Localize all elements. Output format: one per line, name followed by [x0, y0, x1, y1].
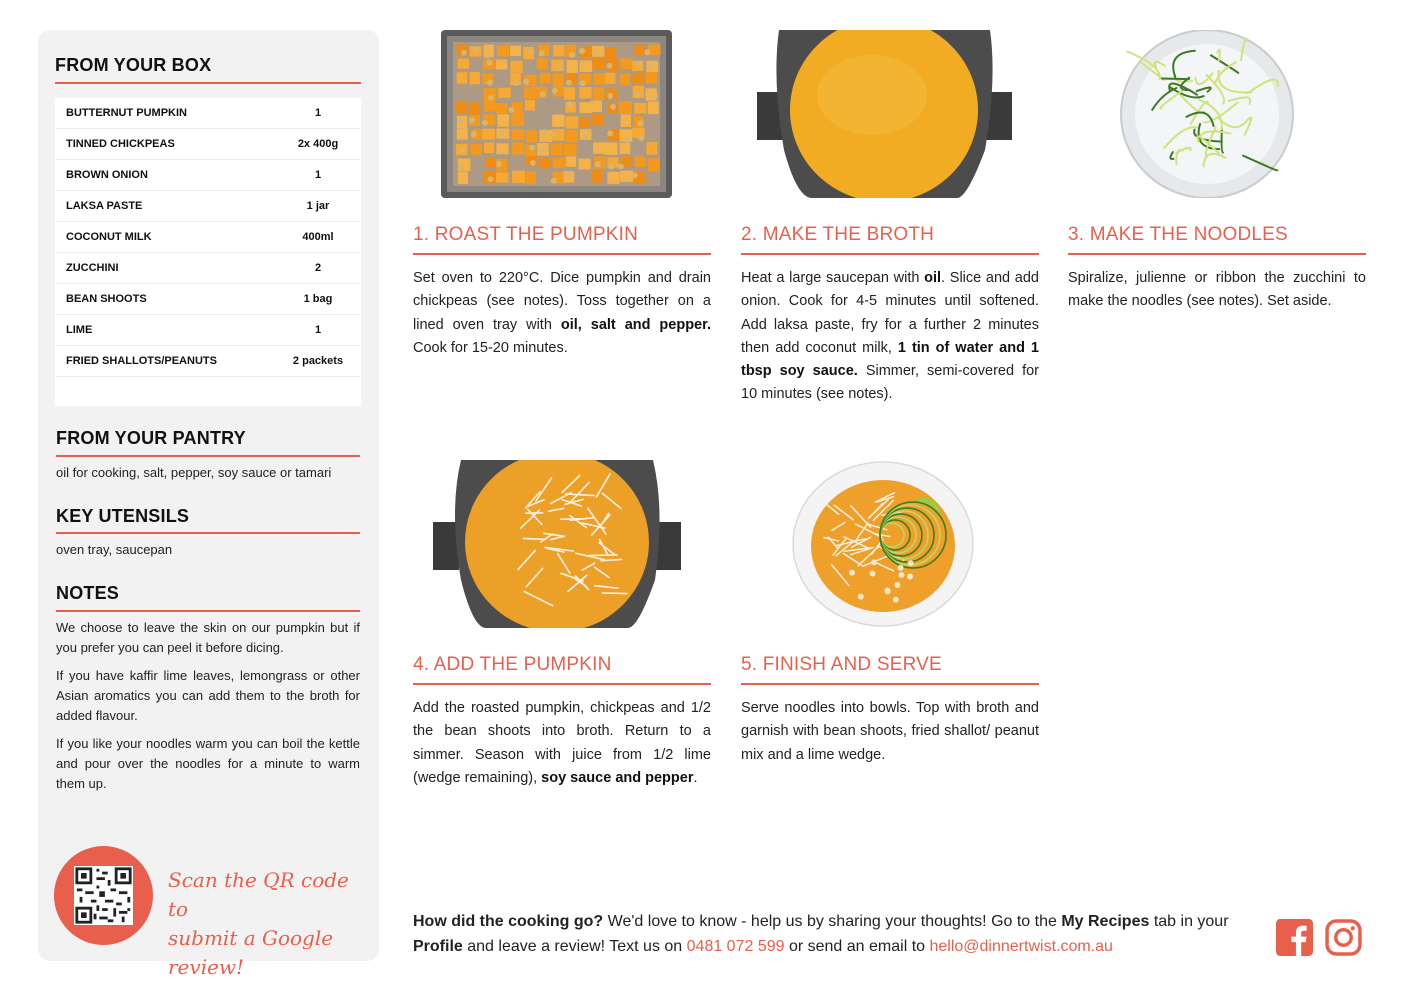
ingredient-name: BUTTERNUT PUMPKIN	[66, 107, 187, 119]
key-utensils-title: KEY UTENSILS	[56, 506, 190, 526]
text-run: and leave a review! Text us on	[462, 938, 687, 955]
ingredient-quantity: 1	[314, 169, 322, 181]
step-4-title: 4. ADD THE PUMPKIN	[413, 654, 612, 675]
contact-link[interactable]: hello@dinnertwist.com.au	[929, 938, 1113, 955]
ingredient-quantity: 1	[314, 324, 322, 336]
text-run: .	[693, 769, 698, 786]
text-run: tab in your	[1149, 913, 1229, 930]
broth-saucepan-image	[757, 30, 1012, 198]
ingredient-name: LAKSA PASTE	[66, 200, 143, 212]
qr-caption-line-2: submit a Google review!	[168, 926, 334, 979]
pantry-title-rule	[56, 455, 360, 457]
ingredients-table	[55, 98, 361, 406]
text-run: Cook for 15-20 minutes.	[413, 339, 568, 356]
note-1: We choose to leave the skin on our pumpkin but if you prefer you can peel it before dicing.	[56, 620, 360, 655]
served-bowl-image	[792, 460, 975, 628]
note-2: If you have kaffir lime leaves, lemongrass or other Asian aromatics you can add them to the broth for added flavour.	[56, 668, 360, 723]
step-4-rule	[413, 683, 711, 685]
text-run: oil	[924, 270, 942, 286]
from-your-pantry-title: FROM YOUR PANTRY	[56, 428, 246, 448]
ingredients-sidebar	[38, 30, 379, 979]
box-title-rule	[55, 82, 361, 84]
step-4-text	[413, 697, 711, 790]
text-run: Serve noodles into bowls. Top with broth and garnish with bean shoots, fried shallot/ peanut mix and a lime wedge.	[741, 700, 1039, 763]
qr-code[interactable]	[74, 866, 133, 925]
ingredient-quantity: 1 jar	[306, 200, 330, 212]
note-3: If you like your noodles warm you can boil the kettle and pour over the noodles for a minute to warm them up.	[56, 736, 360, 791]
ingredient-quantity: 2	[314, 262, 322, 274]
pantry-text: oil for cooking, salt, pepper, soy sauce or tamari	[56, 465, 332, 480]
text-run: or send an email to	[784, 938, 930, 955]
ingredient-row	[55, 253, 361, 284]
notes-title: NOTES	[56, 583, 120, 603]
text-run: Profile	[413, 938, 463, 955]
text-run: 1 tin of water and 1 tbsp soy sauce.	[741, 339, 1039, 380]
ingredient-name: TINNED CHICKPEAS	[66, 138, 175, 150]
ingredient-row	[55, 129, 361, 160]
text-run: How did the cooking go?	[413, 913, 604, 930]
step-1-text	[413, 267, 711, 360]
ingredient-quantity: 400ml	[302, 231, 334, 243]
ingredient-row	[55, 284, 361, 315]
ingredient-name: BROWN ONION	[66, 169, 148, 181]
qr-code-icon	[74, 866, 133, 925]
zucchini-noodles-image	[1119, 30, 1295, 198]
notes-title-rule	[56, 610, 360, 612]
ingredient-name: ZUCCHINI	[66, 262, 119, 274]
text-run: Set oven to 220°C. Dice pumpkin and drain chickpeas (see notes). Toss together on a lined oven tray with	[413, 270, 711, 333]
ingredient-row	[55, 98, 361, 129]
text-run: soy sauce and pepper	[541, 769, 694, 786]
step-1-title: 1. ROAST THE PUMPKIN	[413, 224, 639, 245]
ingredient-row	[55, 222, 361, 253]
text-run: . Slice and add onion. Cook for 4-5 minutes until softened. Add laksa paste, fry for a further 2 minutes then add coconut milk,	[741, 270, 1039, 356]
text-run: My Recipes	[1061, 913, 1150, 930]
text-run: Simmer, semi-covered for 10 minutes (see notes).	[741, 363, 1039, 403]
ingredient-name: FRIED SHALLOTS/PEANUTS	[66, 355, 217, 367]
ingredient-quantity: 2 packets	[292, 355, 344, 367]
utensils-title-rule	[56, 532, 360, 534]
from-your-box-title: FROM YOUR BOX	[55, 55, 212, 75]
instagram-icon[interactable]	[1325, 919, 1362, 956]
pumpkin-broth-image	[433, 460, 681, 628]
step-5-title: 5. FINISH AND SERVE	[741, 654, 942, 675]
ingredient-name: COCONUT MILK	[66, 231, 152, 243]
step-2-rule	[741, 253, 1039, 255]
qr-caption-line-1: Scan the QR code to	[168, 868, 349, 921]
ingredient-row	[55, 346, 361, 377]
step-3-title: 3. MAKE THE NOODLES	[1068, 224, 1288, 245]
ingredient-quantity: 2x 400g	[297, 138, 339, 150]
utensils-text: oven tray, saucepan	[56, 542, 173, 557]
text-run: Spiralize, julienne or ribbon the zucchini to make the noodles (see notes). Set aside.	[1068, 270, 1366, 310]
step-5-text	[741, 697, 1039, 767]
notes-text	[56, 618, 360, 794]
text-run: Heat a large saucepan with	[741, 270, 925, 286]
step-5-rule	[741, 683, 1039, 685]
facebook-icon[interactable]	[1276, 919, 1313, 956]
step-3-rule	[1068, 253, 1366, 255]
step-1-rule	[413, 253, 711, 255]
review-footer	[413, 909, 1263, 959]
roasting-tray-image	[441, 30, 672, 198]
step-2-title: 2. MAKE THE BROTH	[741, 224, 935, 245]
ingredient-row	[55, 191, 361, 222]
contact-link[interactable]: 0481 072 599	[686, 938, 785, 955]
qr-caption	[168, 866, 368, 982]
ingredient-row	[55, 160, 361, 191]
text-run: Add the roasted pumpkin, chickpeas and 1/2 the bean shoots into broth. Return to a simmer. Season with juice from 1/2 lime (wedge remaining),	[413, 700, 711, 786]
ingredient-name: BEAN SHOOTS	[66, 293, 147, 305]
qr-badge	[54, 846, 153, 945]
ingredient-row	[55, 315, 361, 346]
text-run: We'd love to know - help us by sharing your thoughts! Go to the	[603, 913, 1062, 930]
ingredient-quantity: 1	[314, 107, 322, 119]
text-run: oil, salt and pepper.	[560, 316, 711, 333]
ingredient-quantity: 1 bag	[303, 293, 333, 305]
step-2-text	[741, 267, 1039, 407]
ingredient-name: LIME	[66, 324, 93, 336]
step-3-text	[1068, 267, 1366, 314]
